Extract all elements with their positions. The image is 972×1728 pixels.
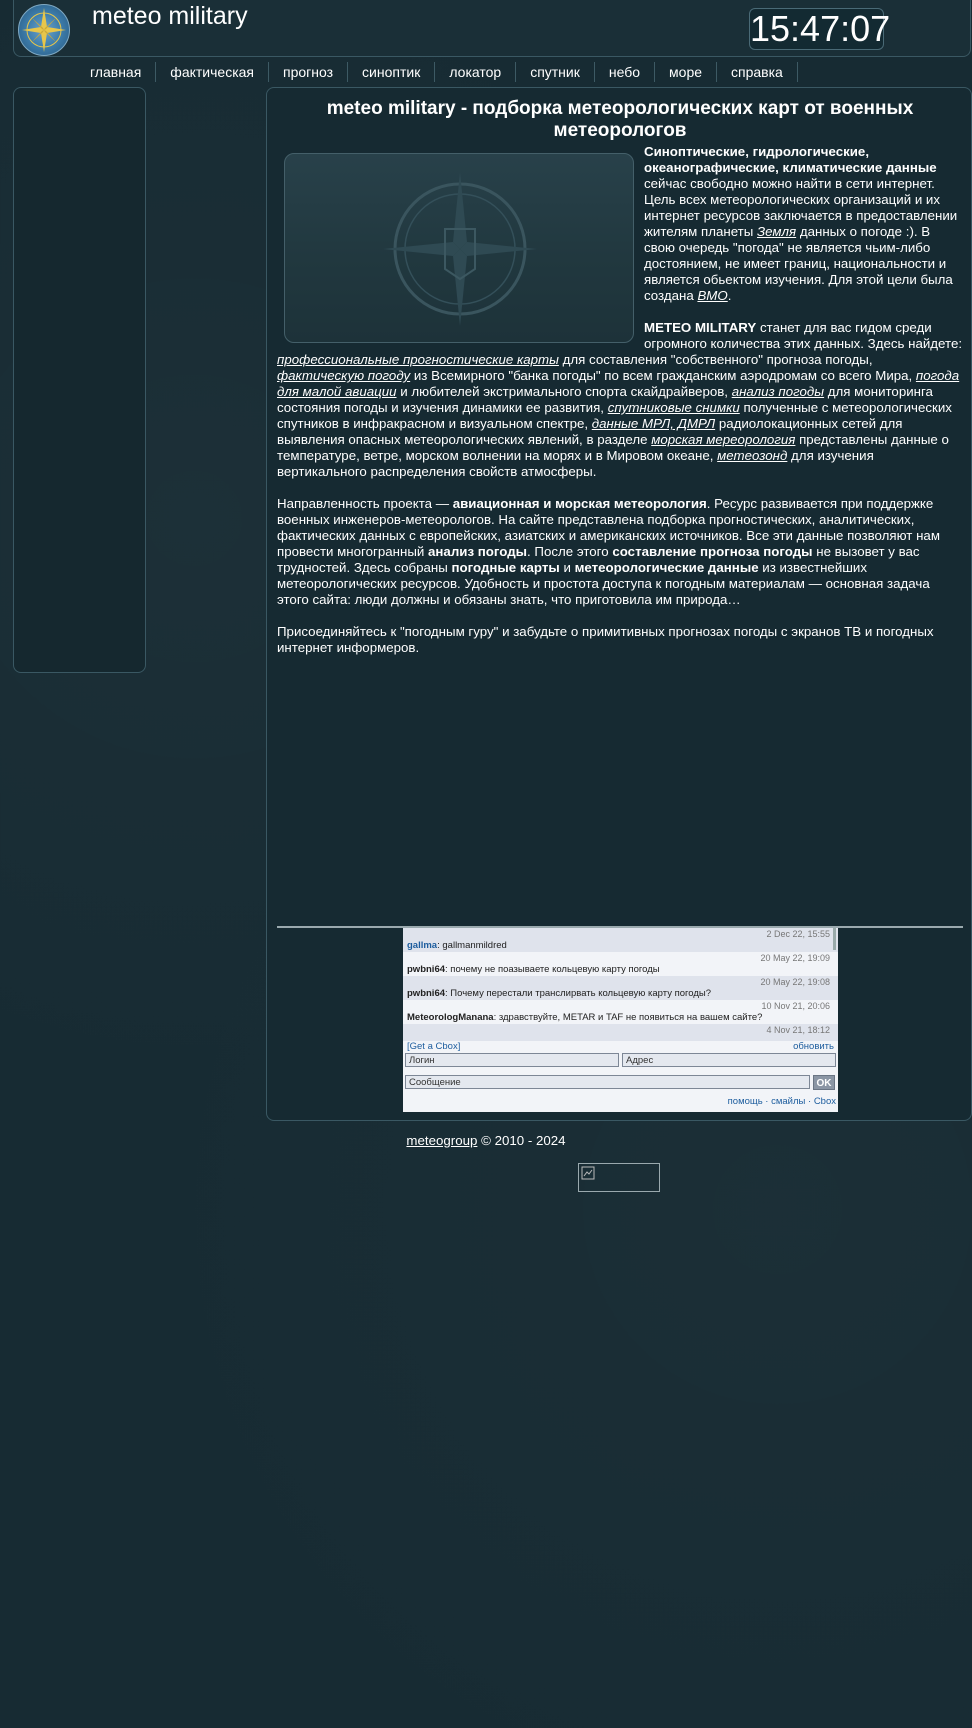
address-input[interactable]: Адрес	[622, 1053, 836, 1067]
main-nav	[76, 62, 798, 82]
chat-message: 20 May 22, 19:08 pwbni64: Почему перестали транслирвать кольцевую карту погоды?	[403, 976, 838, 1000]
article-text	[277, 144, 963, 672]
nav-item-sky[interactable]: небо	[595, 62, 655, 82]
chat-message: 20 May 22, 19:09 pwbni64: почему не поазываете кольцевую карту погоды	[407, 953, 830, 975]
refresh-link[interactable]: обновить	[793, 1041, 834, 1052]
link-radiosonde[interactable]: метеозонд	[717, 448, 788, 463]
chat-username: pwbni64	[407, 964, 446, 975]
link-small-aviation[interactable]: погода для малой авиации	[277, 368, 960, 399]
nav-item-sea[interactable]: море	[655, 62, 717, 82]
sidebar	[13, 87, 146, 673]
main-content	[266, 87, 972, 1121]
cbox-link[interactable]: Cbox	[813, 1096, 836, 1107]
broken-image-badge[interactable]	[578, 1163, 660, 1192]
nav-item-help[interactable]: справка	[717, 62, 798, 82]
broken-image-icon	[581, 1166, 595, 1180]
smileys-link[interactable]: смайлы	[771, 1096, 806, 1107]
site-header	[13, 0, 971, 57]
chat-username: pwbni64	[407, 988, 446, 999]
meteogroup-link[interactable]: meteogroup	[406, 1133, 478, 1148]
link-wmo[interactable]: ВМО	[697, 288, 728, 303]
link-satellite-images[interactable]: спутниковые снимки	[607, 400, 740, 415]
nav-item-actual[interactable]: фактическая	[156, 62, 269, 82]
link-earth[interactable]: Земля	[757, 224, 797, 239]
site-title: meteo military	[92, 2, 248, 30]
login-input[interactable]: Логин	[405, 1053, 619, 1067]
cbox-footer-links: помощь · смайлы · Cbox	[727, 1096, 836, 1107]
chat-username: MeteorologManana	[407, 1012, 494, 1023]
nav-item-satellite[interactable]: спутник	[516, 62, 595, 82]
link-radar-data[interactable]: данные МРЛ, ДМРЛ	[591, 416, 716, 431]
nav-item-home[interactable]: главная	[76, 62, 156, 82]
chat-message: 2 Dec 22, 15:55 gallma: gallmanmildred	[403, 928, 838, 952]
ok-button[interactable]: OK	[813, 1075, 835, 1090]
link-weather-analysis[interactable]: анализ погоды	[731, 384, 825, 399]
nav-item-forecast[interactable]: прогноз	[269, 62, 348, 82]
chat-message: 4 Nov 21, 18:12	[403, 1024, 838, 1041]
paragraph-intro: Синоптические, гидрологические, океанографические, климатические данные сейчас свободно можно найти в сети интернет. Цель всех метеорологических организаций и их интернет ресурсов заключается в предоставлении жителям планеты Земля данных о погоде :). В свою очередь "погода" не является чьим-либо достоянием, не имеет границ, национальности и является обьектом изучения. Для этой цели была создана ВМО.	[644, 144, 958, 303]
message-input[interactable]: Сообщение	[405, 1075, 810, 1089]
chat-message: 10 Nov 21, 20:06 MeteorologManana: здравствуйте, METAR и TAF не появиться на вашем сайте?	[407, 1001, 830, 1023]
chat-scrollbar[interactable]	[833, 928, 836, 950]
page-title: meteo military - подборка метеорологических карт от военных метеорологов	[326, 98, 914, 141]
get-cbox-link[interactable]: [Get a Cbox]	[407, 1041, 461, 1052]
chat-username[interactable]: gallma	[407, 940, 438, 951]
nav-item-radar[interactable]: локатор	[435, 62, 516, 82]
paragraph-join: Присоединяйтесь к "погодным гуру" и забудьте о примитивных прогнозах погоды с экранов ТВ и погодных интернет информеров.	[277, 624, 934, 655]
compass-rose-icon	[19, 5, 69, 55]
link-marine-meteorology[interactable]: морская мереорология	[651, 432, 796, 447]
site-logo[interactable]	[18, 4, 70, 56]
link-forecast-maps[interactable]: профессиональные прогностические карты	[277, 352, 559, 367]
nav-item-synoptic[interactable]: синоптик	[348, 62, 435, 82]
paragraph-features: METEO MILITARY станет для вас гидом среди огромного количества этих данных. Здесь найдете: профессиональные прогностические карты для составления "собственного" прогноза погоды, фактическую погоду из Всемирного "банка погоды" по всем гражданским аэродромам со всего Мира, погода для малой авиации и любителей экстримального спорта скайдрайверов, анализ погоды для мониторинга состояния погоды и изучения динамики ее развития, спутниковые снимки полученные с метеорологических спутников в инфракрасном и визуальном спектре, данные МРЛ, ДМРЛ радиолокационных сетей для выявления опасных метеорологических явлений, в разделе морская мереорология представлены данные о температуре, ветре, морском волнении на морях и в Мировом океане, метеозонд для изучения вертикального распределения свойств атмосферы.	[277, 320, 963, 479]
cbox-chat-widget	[403, 928, 838, 1112]
clock: 15:47:07	[750, 8, 891, 49]
site-footer: meteogroup © 2010 - 2024	[406, 1133, 566, 1148]
cbox-links	[407, 1041, 834, 1052]
help-link[interactable]: помощь	[727, 1096, 763, 1107]
link-actual-weather[interactable]: фактическую погоду	[277, 368, 411, 383]
paragraph-direction: Направленность проекта — авиационная и морская метеорология. Ресурс развивается при поддержке военных инженеров-метеорологов. На сайте представлена подборка прогностических, аналитических, фактических данных с европейских, азиатских и американских источников. Все эти данные позволяют нам провести многогранный анализ погоды. После этого составление прогноза погоды не вызовет у вас трудностей. Здесь собраны погодные карты и метеорологические данные из известнейших метеорологических ресурсов. Удобность и простота доступа к погодным материалам — основная задача этого сайта: люди должны и обязаны знать, что приготовила им природа…	[277, 496, 940, 607]
